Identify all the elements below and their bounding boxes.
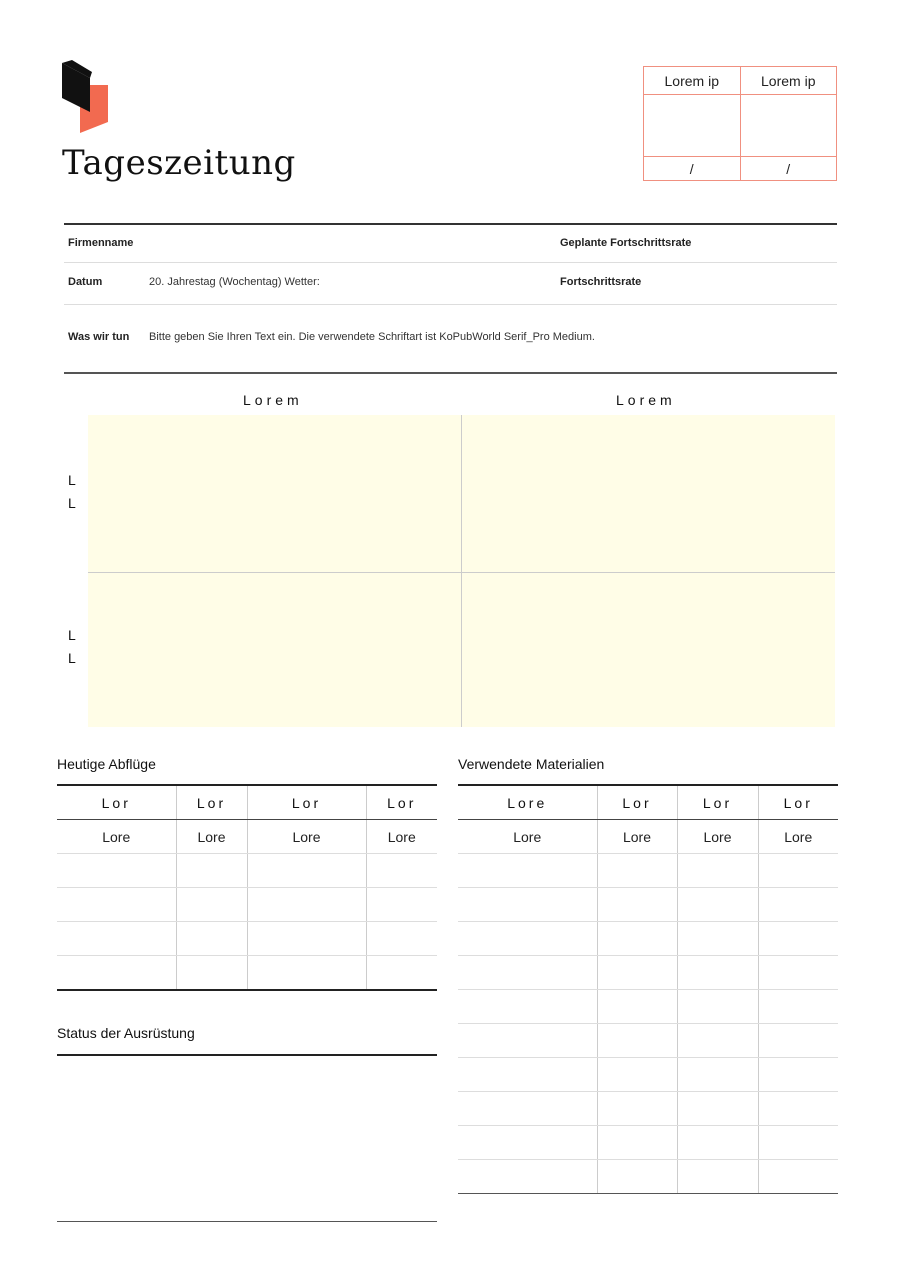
- table-cell[interactable]: [597, 854, 677, 888]
- logo-icon: [60, 60, 110, 135]
- table-cell[interactable]: [597, 990, 677, 1024]
- table-cell[interactable]: [758, 1024, 838, 1058]
- table-cell[interactable]: [247, 956, 366, 991]
- grid-row-label: L: [68, 495, 76, 511]
- table-row: [57, 922, 437, 956]
- table-row: [458, 1126, 838, 1160]
- table-cell[interactable]: [57, 922, 176, 956]
- table-cell[interactable]: [366, 854, 437, 888]
- table-cell[interactable]: [176, 956, 247, 991]
- table-cell[interactable]: [758, 922, 838, 956]
- table-cell[interactable]: [57, 956, 176, 991]
- table-header: Lor: [247, 785, 366, 820]
- table-cell[interactable]: Lore: [247, 820, 366, 854]
- info-row-what[interactable]: [64, 305, 837, 372]
- table-cell[interactable]: [677, 922, 758, 956]
- date-value: 20. Jahrestag (Wochentag) Wetter:: [149, 276, 320, 288]
- table-cell[interactable]: [677, 990, 758, 1024]
- table-cell[interactable]: [458, 888, 597, 922]
- what-label: Was wir tun: [68, 331, 130, 343]
- approval-date[interactable]: /: [786, 160, 791, 177]
- table-cell[interactable]: [597, 922, 677, 956]
- grid-cell[interactable]: [462, 573, 835, 727]
- table-cell[interactable]: [176, 888, 247, 922]
- table-cell[interactable]: [677, 1092, 758, 1126]
- table-cell[interactable]: [597, 1092, 677, 1126]
- equipment-bottom-rule: [57, 1221, 437, 1222]
- table-cell[interactable]: [758, 888, 838, 922]
- table-header: Lor: [758, 785, 838, 820]
- table-cell[interactable]: [597, 956, 677, 990]
- progress-label: Fortschrittsrate: [560, 276, 642, 288]
- table-cell[interactable]: [57, 854, 176, 888]
- info-table: [64, 223, 837, 374]
- table-row: [458, 1160, 838, 1194]
- approval-column: [644, 67, 741, 180]
- materials-table: [458, 784, 838, 1194]
- table-cell[interactable]: Lore: [458, 820, 597, 854]
- page-title: Tageszeitung: [62, 143, 296, 183]
- company-label: Firmenname: [68, 237, 134, 249]
- approval-column: [741, 67, 837, 180]
- table-cell[interactable]: [677, 1160, 758, 1194]
- table-cell[interactable]: [366, 888, 437, 922]
- grid-column-header: Lorem: [243, 392, 303, 408]
- table-header: Lor: [57, 785, 176, 820]
- table-header: Lor: [597, 785, 677, 820]
- grid-cell[interactable]: [462, 415, 835, 572]
- table-cell[interactable]: [247, 854, 366, 888]
- table-cell[interactable]: [758, 854, 838, 888]
- what-value: Bitte geben Sie Ihren Text ein. Die verwendete Schriftart ist KoPubWorld Serif_Pro Medium.: [149, 331, 595, 343]
- grid-row-label: L: [68, 472, 76, 488]
- table-cell[interactable]: [677, 1024, 758, 1058]
- table-cell[interactable]: [458, 1058, 597, 1092]
- departures-table: [57, 784, 437, 991]
- table-cell[interactable]: [677, 956, 758, 990]
- approval-box: [643, 66, 837, 181]
- table-cell[interactable]: [366, 922, 437, 956]
- table-cell[interactable]: [458, 990, 597, 1024]
- table-header: Lor: [677, 785, 758, 820]
- table-cell[interactable]: [57, 888, 176, 922]
- table-cell[interactable]: Lore: [677, 820, 758, 854]
- table-cell[interactable]: [176, 922, 247, 956]
- approval-date[interactable]: /: [689, 160, 694, 177]
- grid-divider: [461, 415, 462, 727]
- planned-progress-label: Geplante Fortschrittsrate: [560, 237, 692, 249]
- table-cell[interactable]: [458, 1126, 597, 1160]
- equipment-notes-area[interactable]: [57, 1056, 437, 1221]
- grid-row-label: L: [68, 650, 76, 666]
- table-cell[interactable]: [758, 990, 838, 1024]
- table-cell[interactable]: [458, 956, 597, 990]
- table-cell[interactable]: [758, 1126, 838, 1160]
- table-row: [458, 922, 838, 956]
- table-row: [57, 854, 437, 888]
- table-cell[interactable]: [597, 1058, 677, 1092]
- table-row: [458, 854, 838, 888]
- table-cell[interactable]: [677, 888, 758, 922]
- approval-label: Lorem ip: [741, 67, 837, 95]
- departures-title: Heutige Abflüge: [57, 756, 156, 772]
- table-cell[interactable]: [458, 1092, 597, 1126]
- table-row: [458, 956, 838, 990]
- table-row: [458, 888, 838, 922]
- info-row-date[interactable]: [64, 263, 837, 305]
- table-row: [57, 956, 437, 991]
- table-cell[interactable]: Lore: [758, 820, 838, 854]
- grid-column-header: Lorem: [616, 392, 676, 408]
- table-header: Lor: [366, 785, 437, 820]
- table-cell[interactable]: [758, 956, 838, 990]
- table-cell[interactable]: [758, 1160, 838, 1194]
- grid-cell[interactable]: [88, 415, 461, 572]
- approval-label: Lorem ip: [644, 67, 740, 95]
- materials-title: Verwendete Materialien: [458, 756, 605, 772]
- table-cell[interactable]: [247, 922, 366, 956]
- table-cell[interactable]: [458, 1160, 597, 1194]
- table-row: [458, 990, 838, 1024]
- table-cell[interactable]: Lore: [597, 820, 677, 854]
- table-cell[interactable]: Lore: [57, 820, 176, 854]
- table-header: Lor: [176, 785, 247, 820]
- table-cell[interactable]: [677, 854, 758, 888]
- signature-field[interactable]: [644, 95, 740, 157]
- grid-divider: [88, 572, 835, 573]
- table-cell[interactable]: [597, 888, 677, 922]
- table-cell[interactable]: [597, 1024, 677, 1058]
- table-cell[interactable]: Lore: [176, 820, 247, 854]
- table-header: Lore: [458, 785, 597, 820]
- table-cell[interactable]: [758, 1092, 838, 1126]
- table-cell[interactable]: Lore: [366, 820, 437, 854]
- table-cell[interactable]: [677, 1126, 758, 1160]
- date-label: Datum: [68, 276, 103, 288]
- table-cell[interactable]: [176, 854, 247, 888]
- table-row: [458, 1058, 838, 1092]
- grid-cell[interactable]: [88, 573, 461, 727]
- table-cell[interactable]: [758, 1058, 838, 1092]
- table-cell[interactable]: [366, 956, 437, 991]
- table-cell[interactable]: [458, 854, 597, 888]
- table-cell[interactable]: [247, 888, 366, 922]
- signature-field[interactable]: [741, 95, 837, 157]
- table-row: [458, 1024, 838, 1058]
- table-cell[interactable]: [597, 1160, 677, 1194]
- table-row: [458, 820, 838, 854]
- table-cell[interactable]: [597, 1126, 677, 1160]
- table-cell[interactable]: [677, 1058, 758, 1092]
- table-row: [57, 888, 437, 922]
- table-row: [458, 1092, 838, 1126]
- table-cell[interactable]: [458, 1024, 597, 1058]
- table-cell[interactable]: [458, 922, 597, 956]
- grid-row-label: L: [68, 627, 76, 643]
- table-row: [57, 820, 437, 854]
- info-row-company[interactable]: [64, 225, 837, 263]
- equipment-title: Status der Ausrüstung: [57, 1025, 195, 1041]
